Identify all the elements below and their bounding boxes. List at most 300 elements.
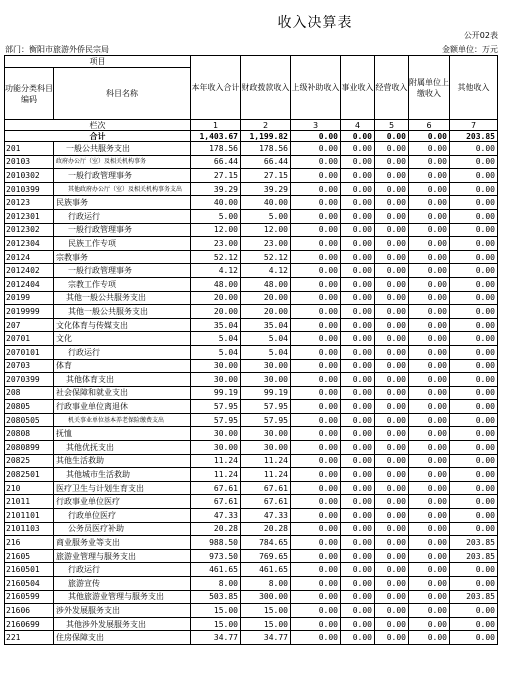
row-value: 0.00 [341, 332, 375, 346]
row-value: 0.00 [375, 617, 409, 631]
header-c2: 财政拨款收入 [241, 56, 291, 120]
row-value: 0.00 [341, 441, 375, 455]
row-value: 0.00 [409, 373, 450, 387]
row-name: 一般行政管理事务 [54, 223, 191, 237]
row-value: 0.00 [409, 291, 450, 305]
row-code: 2080505 [5, 413, 54, 427]
row-value: 0.00 [450, 142, 498, 156]
row-value: 67.61 [191, 495, 241, 509]
row-code: 20199 [5, 291, 54, 305]
row-value: 0.00 [450, 454, 498, 468]
row-value: 0.00 [409, 359, 450, 373]
row-value: 0.00 [450, 373, 498, 387]
row-value: 35.04 [191, 318, 241, 332]
row-value: 973.50 [191, 549, 241, 563]
header-c5: 经营收入 [375, 56, 409, 120]
table-row [5, 359, 498, 373]
column-number: 1 [191, 120, 241, 131]
row-value: 0.00 [409, 250, 450, 264]
total-value: 203.85 [450, 131, 498, 142]
column-number-row [5, 120, 498, 131]
row-value: 39.29 [241, 182, 291, 196]
row-name: 宗教事务 [54, 250, 191, 264]
row-value: 769.65 [241, 549, 291, 563]
row-value: 27.15 [241, 169, 291, 183]
row-value: 12.00 [191, 223, 241, 237]
row-value: 0.00 [291, 196, 341, 210]
row-value: 40.00 [191, 196, 241, 210]
row-value: 0.00 [409, 196, 450, 210]
row-name: 政府办公厅（室）及相关机构事务 [54, 155, 191, 169]
row-value: 30.00 [241, 441, 291, 455]
row-code: 2012301 [5, 209, 54, 223]
row-value: 0.00 [450, 509, 498, 523]
row-value: 0.00 [375, 468, 409, 482]
row-value: 0.00 [450, 400, 498, 414]
row-value: 0.00 [409, 468, 450, 482]
row-value: 0.00 [409, 332, 450, 346]
row-value: 0.00 [291, 223, 341, 237]
row-value: 0.00 [375, 373, 409, 387]
code-header: 功能分类科目编码 [5, 68, 54, 120]
row-value: 0.00 [375, 495, 409, 509]
row-code: 21011 [5, 495, 54, 509]
table-row [5, 468, 498, 482]
row-name: 体育 [54, 359, 191, 373]
table-row [5, 536, 498, 550]
row-value: 0.00 [375, 264, 409, 278]
table-row [5, 264, 498, 278]
row-name: 社会保障和就业支出 [54, 386, 191, 400]
row-name: 其他城市生活救助 [54, 468, 191, 482]
row-value: 57.95 [191, 400, 241, 414]
project-header: 项目 [5, 56, 191, 68]
row-code: 2070101 [5, 345, 54, 359]
row-value: 20.00 [191, 291, 241, 305]
row-value: 0.00 [375, 318, 409, 332]
row-value: 0.00 [450, 441, 498, 455]
row-value: 4.12 [241, 264, 291, 278]
form-number: 公开02表 [463, 31, 498, 40]
column-number: 6 [409, 120, 450, 131]
row-value: 0.00 [291, 590, 341, 604]
row-value: 178.56 [191, 142, 241, 156]
row-name: 抚恤 [54, 427, 191, 441]
row-value: 0.00 [375, 305, 409, 319]
row-value: 0.00 [409, 182, 450, 196]
row-value: 99.19 [241, 386, 291, 400]
row-value: 0.00 [409, 305, 450, 319]
row-value: 0.00 [375, 536, 409, 550]
row-value: 0.00 [450, 359, 498, 373]
row-value: 0.00 [341, 277, 375, 291]
row-value: 0.00 [291, 468, 341, 482]
row-value: 0.00 [341, 413, 375, 427]
row-value: 0.00 [409, 386, 450, 400]
row-value: 52.12 [191, 250, 241, 264]
row-name: 民族工作专项 [54, 237, 191, 251]
row-code: 2160699 [5, 617, 54, 631]
row-value: 0.00 [375, 209, 409, 223]
row-value: 0.00 [409, 549, 450, 563]
row-value: 0.00 [375, 509, 409, 523]
row-code: 2070399 [5, 373, 54, 387]
row-code: 2010302 [5, 169, 54, 183]
row-value: 461.65 [241, 563, 291, 577]
row-value: 11.24 [191, 468, 241, 482]
row-code: 210 [5, 481, 54, 495]
row-name: 涉外发展服务支出 [54, 604, 191, 618]
column-number: 3 [291, 120, 341, 131]
row-value: 0.00 [450, 495, 498, 509]
row-name: 一般行政管理事务 [54, 169, 191, 183]
row-value: 0.00 [291, 549, 341, 563]
row-value: 0.00 [341, 209, 375, 223]
table-row [5, 577, 498, 591]
table-row [5, 223, 498, 237]
row-value: 0.00 [291, 441, 341, 455]
row-value: 99.19 [191, 386, 241, 400]
row-value: 0.00 [375, 549, 409, 563]
row-value: 0.00 [341, 305, 375, 319]
row-value: 0.00 [291, 277, 341, 291]
row-value: 20.00 [241, 291, 291, 305]
column-number-label: 栏次 [5, 120, 191, 131]
row-value: 0.00 [291, 345, 341, 359]
row-value: 0.00 [375, 196, 409, 210]
row-value: 0.00 [450, 577, 498, 591]
row-name: 其他旅游业管理与服务支出 [54, 590, 191, 604]
row-code: 20103 [5, 155, 54, 169]
header-c4: 事业收入 [341, 56, 375, 120]
row-value: 203.85 [450, 590, 498, 604]
row-value: 0.00 [409, 536, 450, 550]
row-value: 0.00 [291, 359, 341, 373]
row-value: 0.00 [341, 631, 375, 645]
table-row [5, 563, 498, 577]
row-value: 0.00 [375, 345, 409, 359]
row-value: 0.00 [450, 291, 498, 305]
row-value: 47.33 [241, 509, 291, 523]
row-value: 0.00 [291, 155, 341, 169]
row-value: 0.00 [341, 522, 375, 536]
row-name: 民族事务 [54, 196, 191, 210]
row-value: 12.00 [241, 223, 291, 237]
table-row [5, 441, 498, 455]
row-value: 300.00 [241, 590, 291, 604]
row-value: 0.00 [341, 237, 375, 251]
row-value: 0.00 [375, 237, 409, 251]
row-value: 0.00 [409, 481, 450, 495]
unit-label: 金额单位：万元 [442, 45, 498, 54]
row-value: 0.00 [409, 454, 450, 468]
row-value: 67.61 [191, 481, 241, 495]
row-value: 0.00 [375, 604, 409, 618]
row-code: 201 [5, 142, 54, 156]
row-value: 0.00 [375, 400, 409, 414]
name-header: 科目名称 [54, 68, 191, 120]
row-value: 0.00 [409, 590, 450, 604]
row-value: 0.00 [341, 509, 375, 523]
row-value: 0.00 [341, 563, 375, 577]
row-value: 30.00 [191, 359, 241, 373]
row-value: 67.61 [241, 481, 291, 495]
row-value: 0.00 [291, 264, 341, 278]
row-value: 30.00 [241, 373, 291, 387]
row-value: 0.00 [341, 169, 375, 183]
row-value: 0.00 [341, 223, 375, 237]
row-value: 0.00 [409, 264, 450, 278]
row-value: 0.00 [409, 441, 450, 455]
row-code: 2012404 [5, 277, 54, 291]
row-name: 机关事业单位基本养老保险缴费支出 [54, 413, 191, 427]
row-value: 0.00 [291, 373, 341, 387]
row-value: 0.00 [450, 264, 498, 278]
row-value: 0.00 [291, 237, 341, 251]
row-value: 0.00 [450, 318, 498, 332]
row-code: 20825 [5, 454, 54, 468]
table-row [5, 522, 498, 536]
table-row [5, 332, 498, 346]
row-value: 15.00 [191, 617, 241, 631]
row-value: 66.44 [241, 155, 291, 169]
row-name: 旅游宣传 [54, 577, 191, 591]
row-value: 30.00 [191, 441, 241, 455]
row-code: 207 [5, 318, 54, 332]
row-code: 2012302 [5, 223, 54, 237]
row-value: 0.00 [450, 563, 498, 577]
row-value: 0.00 [450, 522, 498, 536]
row-value: 0.00 [409, 522, 450, 536]
table-row [5, 400, 498, 414]
row-code: 21605 [5, 549, 54, 563]
row-code: 208 [5, 386, 54, 400]
row-name: 其他政府办公厅（室）及相关机构事务支出 [54, 182, 191, 196]
row-value: 0.00 [409, 427, 450, 441]
row-code: 21606 [5, 604, 54, 618]
row-value: 0.00 [291, 386, 341, 400]
total-value: 0.00 [375, 131, 409, 142]
row-value: 0.00 [450, 169, 498, 183]
row-value: 0.00 [450, 209, 498, 223]
row-value: 0.00 [291, 182, 341, 196]
row-value: 0.00 [341, 264, 375, 278]
row-value: 0.00 [450, 427, 498, 441]
row-value: 0.00 [375, 590, 409, 604]
table-row [5, 481, 498, 495]
row-value: 20.28 [191, 522, 241, 536]
row-value: 40.00 [241, 196, 291, 210]
header-c3: 上级补助收入 [291, 56, 341, 120]
row-value: 0.00 [450, 631, 498, 645]
table-row [5, 495, 498, 509]
table-row [5, 142, 498, 156]
row-code: 20124 [5, 250, 54, 264]
row-value: 4.12 [191, 264, 241, 278]
row-value: 0.00 [291, 577, 341, 591]
table-row [5, 209, 498, 223]
total-value: 0.00 [409, 131, 450, 142]
row-value: 20.28 [241, 522, 291, 536]
row-value: 0.00 [341, 604, 375, 618]
row-value: 0.00 [409, 577, 450, 591]
row-value: 0.00 [450, 332, 498, 346]
row-value: 0.00 [341, 400, 375, 414]
row-value: 0.00 [341, 155, 375, 169]
row-value: 30.00 [241, 359, 291, 373]
table-row [5, 237, 498, 251]
table-row [5, 305, 498, 319]
total-label: 合计 [5, 131, 191, 142]
row-value: 0.00 [291, 522, 341, 536]
row-value: 0.00 [291, 400, 341, 414]
row-name: 医疗卫生与计划生育支出 [54, 481, 191, 495]
row-name: 行政运行 [54, 209, 191, 223]
row-value: 0.00 [375, 522, 409, 536]
row-code: 2010399 [5, 182, 54, 196]
total-value: 0.00 [341, 131, 375, 142]
row-value: 30.00 [191, 427, 241, 441]
row-value: 0.00 [409, 142, 450, 156]
row-code: 2160504 [5, 577, 54, 591]
row-value: 0.00 [450, 386, 498, 400]
row-code: 216 [5, 536, 54, 550]
department-label: 部门：衡阳市旅游外侨民宗局 [5, 45, 109, 54]
row-name: 文化 [54, 332, 191, 346]
row-value: 0.00 [375, 291, 409, 305]
row-value: 0.00 [291, 169, 341, 183]
row-value: 5.00 [241, 209, 291, 223]
row-value: 0.00 [341, 359, 375, 373]
row-value: 39.29 [191, 182, 241, 196]
row-value: 0.00 [450, 223, 498, 237]
table-row [5, 617, 498, 631]
row-name: 行政事业单位离退休 [54, 400, 191, 414]
row-value: 0.00 [375, 250, 409, 264]
row-value: 0.00 [450, 345, 498, 359]
row-code: 2160599 [5, 590, 54, 604]
row-value: 15.00 [241, 617, 291, 631]
row-value: 0.00 [291, 209, 341, 223]
row-value: 0.00 [291, 604, 341, 618]
row-name: 其他一般公共服务支出 [54, 291, 191, 305]
row-value: 8.00 [191, 577, 241, 591]
row-value: 35.04 [241, 318, 291, 332]
row-value: 0.00 [450, 468, 498, 482]
row-value: 5.00 [191, 209, 241, 223]
row-value: 0.00 [375, 577, 409, 591]
row-value: 0.00 [375, 155, 409, 169]
row-value: 0.00 [291, 250, 341, 264]
table-row [5, 155, 498, 169]
header-c7: 其他收入 [450, 56, 498, 120]
row-value: 0.00 [409, 155, 450, 169]
total-value: 1,199.82 [241, 131, 291, 142]
row-name: 旅游业管理与服务支出 [54, 549, 191, 563]
row-value: 0.00 [450, 481, 498, 495]
row-value: 5.04 [241, 332, 291, 346]
row-name: 其他涉外发展服务支出 [54, 617, 191, 631]
row-value: 57.95 [241, 413, 291, 427]
row-value: 27.15 [191, 169, 241, 183]
row-name: 行政单位医疗 [54, 509, 191, 523]
row-value: 0.00 [341, 318, 375, 332]
row-value: 0.00 [341, 291, 375, 305]
row-name: 一般公共服务支出 [54, 142, 191, 156]
row-value: 48.00 [241, 277, 291, 291]
row-value: 23.00 [191, 237, 241, 251]
row-code: 20808 [5, 427, 54, 441]
row-value: 203.85 [450, 549, 498, 563]
row-value: 0.00 [291, 332, 341, 346]
row-value: 0.00 [291, 413, 341, 427]
row-code: 2160501 [5, 563, 54, 577]
row-value: 0.00 [291, 291, 341, 305]
row-name: 宗教工作专项 [54, 277, 191, 291]
row-value: 0.00 [375, 441, 409, 455]
row-value: 203.85 [450, 536, 498, 550]
column-number: 4 [341, 120, 375, 131]
row-value: 0.00 [409, 318, 450, 332]
header-c6: 附属单位上缴收入 [409, 56, 450, 120]
row-value: 0.00 [409, 209, 450, 223]
row-value: 5.04 [191, 332, 241, 346]
column-number: 7 [450, 120, 498, 131]
row-code: 2101101 [5, 509, 54, 523]
row-value: 11.24 [241, 454, 291, 468]
row-code: 2080899 [5, 441, 54, 455]
row-value: 0.00 [291, 536, 341, 550]
row-value: 0.00 [450, 277, 498, 291]
row-value: 0.00 [409, 169, 450, 183]
row-code: 2012304 [5, 237, 54, 251]
row-value: 57.95 [241, 400, 291, 414]
row-name: 公务员医疗补助 [54, 522, 191, 536]
row-name: 其他优抚支出 [54, 441, 191, 455]
row-name: 行政事业单位医疗 [54, 495, 191, 509]
table-row [5, 590, 498, 604]
row-value: 0.00 [409, 345, 450, 359]
row-value: 0.00 [450, 250, 498, 264]
row-value: 0.00 [375, 332, 409, 346]
total-value: 0.00 [291, 131, 341, 142]
row-code: 20701 [5, 332, 54, 346]
row-value: 0.00 [341, 454, 375, 468]
row-value: 0.00 [291, 142, 341, 156]
row-value: 784.65 [241, 536, 291, 550]
row-value: 0.00 [375, 386, 409, 400]
row-value: 0.00 [450, 196, 498, 210]
table-row [5, 291, 498, 305]
row-code: 2101103 [5, 522, 54, 536]
row-code: 20123 [5, 196, 54, 210]
row-value: 0.00 [341, 495, 375, 509]
row-value: 0.00 [341, 536, 375, 550]
row-value: 0.00 [375, 481, 409, 495]
row-value: 48.00 [191, 277, 241, 291]
row-value: 0.00 [375, 563, 409, 577]
row-value: 67.61 [241, 495, 291, 509]
row-value: 0.00 [291, 305, 341, 319]
page-title: 收入决算表 [277, 15, 353, 31]
table-row [5, 604, 498, 618]
row-value: 0.00 [375, 454, 409, 468]
row-value: 0.00 [341, 590, 375, 604]
row-value: 0.00 [450, 604, 498, 618]
row-code: 20805 [5, 400, 54, 414]
row-value: 0.00 [341, 386, 375, 400]
row-name: 文化体育与传媒支出 [54, 318, 191, 332]
